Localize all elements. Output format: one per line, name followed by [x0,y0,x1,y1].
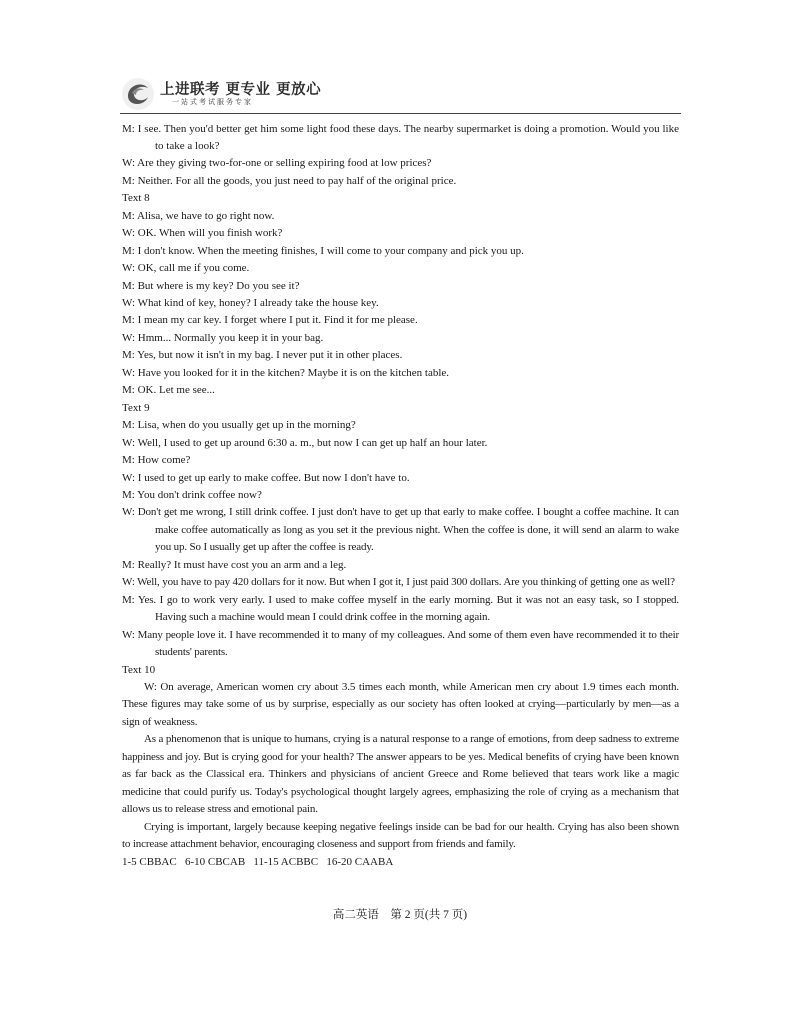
dialogue-line: M: I don't know. When the meeting finishes, I will come to your company and pick you up. [122,244,524,257]
brand-tagline: 一站式考试服务专家 [172,98,253,106]
section-heading: Text 9 [122,401,150,414]
dialogue-line: M: I see. Then you'd better get him some light food these days. The nearby supermarket is doing a promotion. Would you like to take a look? [122,122,679,152]
transcript-body [122,121,679,871]
answer-key: 1-5 CBBAC 6-10 CBCAB 11-15 ACBBC 16-20 CAABA [122,855,394,868]
dialogue-line: M: You don't drink coffee now? [122,489,262,502]
dialogue-line: W: Are they giving two-for-one or selling expiring food at low prices? [122,157,432,170]
section-heading: Text 8 [122,192,150,205]
header-divider [120,113,681,114]
dialogue-line: M: Lisa, when do you usually get up in the morning? [122,419,356,432]
dialogue-line: M: How come? [122,454,191,467]
brand-name: 上进联考 更专业 更放心 [160,82,322,98]
dialogue-line: W: OK, call me if you come. [122,262,250,275]
swirl-logo-icon [120,76,156,112]
dialogue-line: W: OK. When will you finish work? [122,227,283,240]
narrative-paragraph: Crying is important, largely because keeping negative feelings inside can be bad for our health. Crying has also been shown to increase attachment behavior, encouraging closeness and support from friends and family. [122,820,679,851]
dialogue-line: W: Well, I used to get up around 6:30 a. m., but now I can get up half an hour later. [122,436,488,449]
narrative-paragraph: As a phenomenon that is unique to humans, crying is a natural response to a range of emotions, from deep sadness to extreme happiness and joy. But is crying good for your health? The answer appears to be yes. Medical benefits of crying have been known as far back as the Classical era. Thinkers and physicians of ancient Greece and Rome believed that tears work like a magic medicine that could purify us. Today's psychological thought largely agrees, emphasizing the role of crying as a mechanism that allows us to release stress and emotional pain. [122,733,679,816]
section-heading: Text 10 [122,663,156,676]
dialogue-line: W: Don't get me wrong, I still drink coffee. I just don't have to get up that early to make coffee. I bought a coffee machine. It can make coffee automatically as long as you set it the previous night. When the coffee is done, it will send an alarm to wake you up. So I usually get up after the coffee is ready. [122,506,679,554]
dialogue-line: M: Yes, but now it isn't in my bag. I never put it in other places. [122,349,403,362]
dialogue-line: M: Alisa, we have to go right now. [122,209,275,222]
dialogue-line: M: OK. Let me see... [122,384,215,397]
dialogue-line: W: Hmm... Normally you keep it in your bag. [122,331,324,344]
dialogue-line: W: I used to get up early to make coffee. But now I don't have to. [122,471,410,484]
dialogue-line: W: Many people love it. I have recommended it to many of my colleagues. And some of them even have recommended it to their students' parents. [122,628,679,659]
page-header [120,76,680,114]
dialogue-line: W: What kind of key, honey? I already take the house key. [122,297,379,310]
dialogue-line: M: Yes. I go to work very early. I used to make coffee myself in the early morning. But it was not an easy task, so I stopped. Having such a machine would mean I could drink coffee in the morning again. [122,593,679,624]
narrative-paragraph: W: On average, American women cry about 3.5 times each month, while American men cry about 1.9 times each month. These figures may take some of us by surprise, especially as our society has often looked at crying—particularly by men—as a sign of weakness. [122,681,679,728]
dialogue-line: M: I mean my car key. I forget where I put it. Find it for me please. [122,314,418,327]
dialogue-line: M: Neither. For all the goods, you just need to pay half of the original price. [122,174,457,187]
dialogue-line: M: But where is my key? Do you see it? [122,279,300,292]
dialogue-line: W: Well, you have to pay 420 dollars for it now. But when I got it, I just paid 300 dollars. Are you thinking of getting one as well? [122,576,675,589]
dialogue-line: M: Really? It must have cost you an arm and a leg. [122,558,347,571]
page-footer: 高二英语 第 2 页(共 7 页) [332,909,468,921]
dialogue-line: W: Have you looked for it in the kitchen? Maybe it is on the kitchen table. [122,366,450,379]
